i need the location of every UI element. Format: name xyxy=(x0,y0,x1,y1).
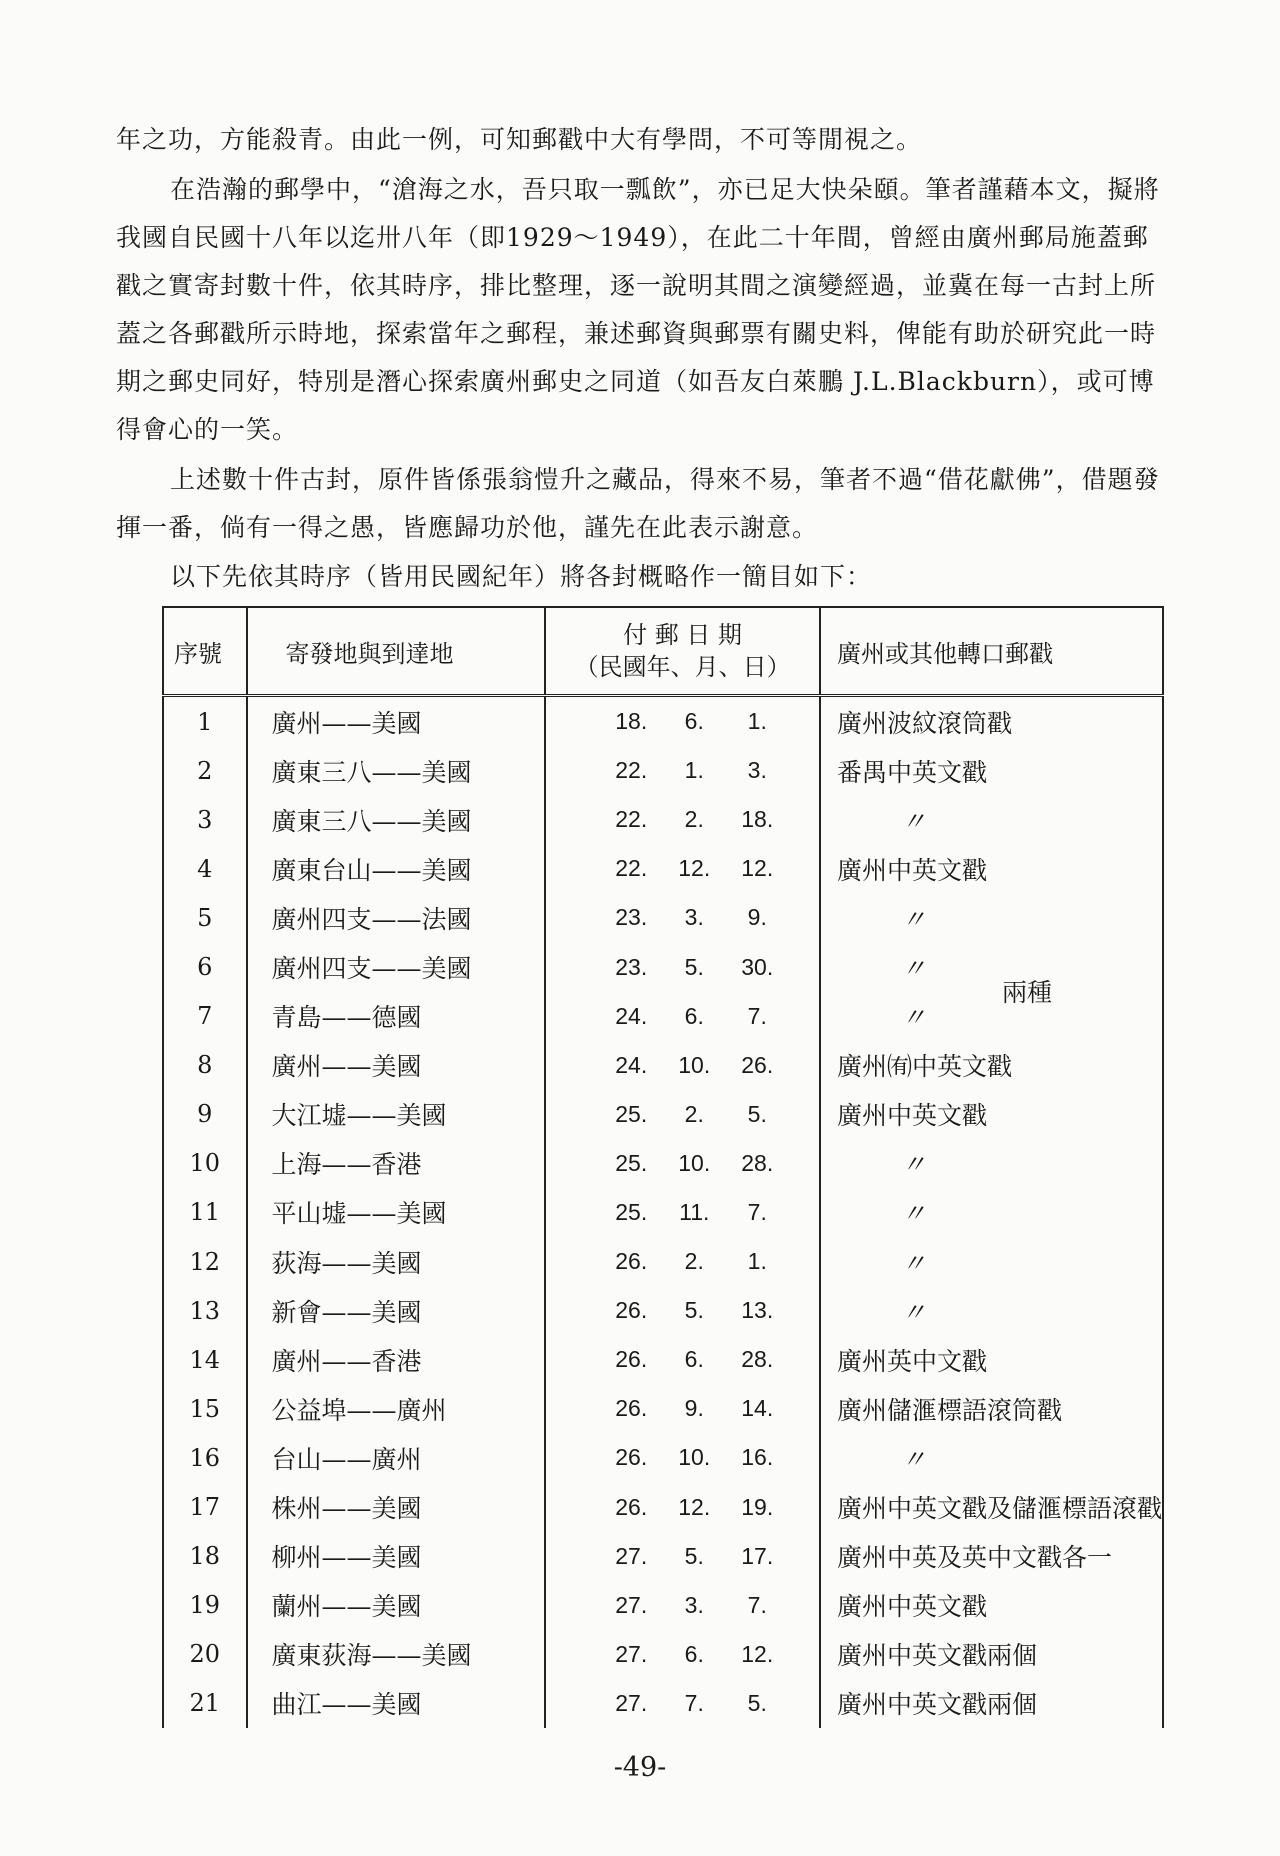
row-route: 廣東三八——美國 xyxy=(247,746,546,795)
row-date-day: 26. xyxy=(741,1051,774,1078)
row-no: 12 xyxy=(163,1237,247,1286)
row-date-day: 16. xyxy=(741,1444,774,1471)
row-date-year: 18. xyxy=(615,708,648,735)
row-date xyxy=(545,1335,820,1384)
row-no: 4 xyxy=(163,844,247,893)
table-row xyxy=(163,1483,1163,1532)
row-route: 廣州——香港 xyxy=(247,1335,546,1384)
row-date-day: 13. xyxy=(741,1297,774,1324)
header-date xyxy=(545,607,820,696)
row-date xyxy=(545,1139,820,1188)
row-date-month: 3. xyxy=(684,1591,704,1618)
table-row xyxy=(163,1188,1163,1237)
row-date-year: 26. xyxy=(615,1395,648,1422)
row-date xyxy=(545,1483,820,1532)
row-date-year: 22. xyxy=(615,757,648,784)
row-postmark: 〃 xyxy=(820,1139,1163,1188)
table-row xyxy=(163,1433,1163,1482)
table-row xyxy=(163,1139,1163,1188)
row-route: 廣州——美國 xyxy=(247,696,546,747)
row-date-year: 22. xyxy=(615,855,648,882)
row-date-month: 9. xyxy=(684,1395,704,1422)
row-postmark: 〃 xyxy=(820,1286,1163,1335)
row-no: 9 xyxy=(163,1090,247,1139)
row-date xyxy=(545,942,820,991)
row-date-year: 22. xyxy=(615,806,648,833)
row-date xyxy=(545,1581,820,1630)
row-date xyxy=(545,1384,820,1433)
row-date-month: 10. xyxy=(678,1051,711,1078)
row-date xyxy=(545,1286,820,1335)
row-date-day: 17. xyxy=(741,1542,774,1569)
row-date-year: 26. xyxy=(615,1248,648,1275)
row-postmark: 廣州中英文戳兩個 xyxy=(820,1630,1163,1679)
row-postmark: 番禺中英文戳 xyxy=(820,746,1163,795)
table-row xyxy=(163,1090,1163,1139)
row-date-month: 6. xyxy=(684,1640,704,1667)
row-date-day: 7. xyxy=(747,1591,767,1618)
row-date-month: 2. xyxy=(684,806,704,833)
row-route: 柳州——美國 xyxy=(247,1532,546,1581)
row-date-year: 25. xyxy=(615,1198,648,1225)
table-row xyxy=(163,1679,1163,1728)
row-no: 2 xyxy=(163,746,247,795)
row-date-month: 6. xyxy=(684,1346,704,1373)
row-date-day: 5. xyxy=(747,1689,767,1716)
row-no: 14 xyxy=(163,1335,247,1384)
row-postmark: 廣州中英文戳 xyxy=(820,844,1163,893)
row-no: 21 xyxy=(163,1679,247,1728)
row-date xyxy=(545,1188,820,1237)
row-date-year: 27. xyxy=(615,1689,648,1716)
row-route: 廣東三八——美國 xyxy=(247,795,546,844)
row-postmark: 廣州中英及英中文戳各一 xyxy=(820,1532,1163,1581)
row-postmark: 廣州中英文戳 xyxy=(820,1581,1163,1630)
row-route: 株州——美國 xyxy=(247,1483,546,1532)
page-number: -49- xyxy=(613,1752,667,1783)
row-postmark: 廣州中英文戳兩個 xyxy=(820,1679,1163,1728)
row-date xyxy=(545,844,820,893)
row-no: 1 xyxy=(163,696,247,747)
row-postmark: 〃 xyxy=(820,992,1163,1041)
row-route: 荻海——美國 xyxy=(247,1237,546,1286)
side-note: 兩種 xyxy=(1002,978,1053,1007)
row-route: 蘭州——美國 xyxy=(247,1581,546,1630)
row-no: 18 xyxy=(163,1532,247,1581)
table-row xyxy=(163,1581,1163,1630)
row-date-day: 14. xyxy=(741,1395,774,1422)
row-no: 10 xyxy=(163,1139,247,1188)
row-date-day: 12. xyxy=(741,855,774,882)
table-row xyxy=(163,746,1163,795)
row-date-day: 28. xyxy=(741,1149,774,1176)
row-date-month: 10. xyxy=(678,1149,711,1176)
table-header-row xyxy=(163,607,1163,696)
header-no: 序號 xyxy=(163,607,247,696)
paragraph-1: 年之功，方能殺青。由此一例，可知郵戳中大有學問，不可等閒視之。 xyxy=(116,125,923,154)
row-postmark: 廣州中英文戳及儲滙標語滾戳 xyxy=(820,1483,1163,1532)
row-date-month: 1. xyxy=(684,757,704,784)
row-date xyxy=(545,795,820,844)
row-date-month: 2. xyxy=(684,1100,704,1127)
row-date xyxy=(545,1041,820,1090)
row-date xyxy=(545,1679,820,1728)
row-route: 公益埠——廣州 xyxy=(247,1384,546,1433)
table-body xyxy=(163,696,1163,1728)
header-route: 寄發地與到達地 xyxy=(247,607,546,696)
paragraph-3: 上述數十件古封，原件皆係張翁愷升之藏品，得來不易，筆者不過“借花獻佛”，借題發揮一番，倘有一得之愚，皆應歸功於他，謹先在此表示謝意。 xyxy=(116,465,1160,542)
row-no: 15 xyxy=(163,1384,247,1433)
row-no: 20 xyxy=(163,1630,247,1679)
row-date xyxy=(545,992,820,1041)
row-date-month: 5. xyxy=(684,1297,704,1324)
row-no: 8 xyxy=(163,1041,247,1090)
row-postmark: 〃 xyxy=(820,1433,1163,1482)
row-date xyxy=(545,1090,820,1139)
row-date-year: 26. xyxy=(615,1493,648,1520)
row-route: 廣州四支——法國 xyxy=(247,893,546,942)
row-date-day: 28. xyxy=(741,1346,774,1373)
header-date-line1: 付 郵 日 期 xyxy=(623,621,743,649)
row-date xyxy=(545,1237,820,1286)
cover-index-table xyxy=(162,606,1164,1728)
row-date-month: 12. xyxy=(678,1493,711,1520)
row-route: 青島——德國 xyxy=(247,992,546,1041)
row-postmark: 〃 xyxy=(820,1237,1163,1286)
row-date-day: 19. xyxy=(741,1493,774,1520)
row-postmark: 〃 xyxy=(820,893,1163,942)
row-date-day: 30. xyxy=(741,953,774,980)
row-date-month: 5. xyxy=(684,1542,704,1569)
row-date-year: 24. xyxy=(615,1002,648,1029)
row-no: 7 xyxy=(163,992,247,1041)
row-date-year: 26. xyxy=(615,1444,648,1471)
table-row xyxy=(163,1237,1163,1286)
table-row xyxy=(163,893,1163,942)
row-date-year: 25. xyxy=(615,1100,648,1127)
table-row xyxy=(163,696,1163,747)
row-date-year: 26. xyxy=(615,1297,648,1324)
table-row xyxy=(163,1335,1163,1384)
row-date-day: 1. xyxy=(747,708,767,735)
row-route: 大江墟——美國 xyxy=(247,1090,546,1139)
row-route: 廣東台山——美國 xyxy=(247,844,546,893)
row-date xyxy=(545,696,820,747)
table-row xyxy=(163,844,1163,893)
row-date-year: 27. xyxy=(615,1640,648,1667)
row-date-year: 24. xyxy=(615,1051,648,1078)
row-date-year: 23. xyxy=(615,904,648,931)
row-date-month: 7. xyxy=(684,1689,704,1716)
row-date xyxy=(545,746,820,795)
paragraph-2: 在浩瀚的郵學中，“滄海之水，吾只取一瓢飲”，亦已足大快朵頤。筆者謹藉本文，擬將我國自民國十八年以迄卅八年（即1929～1949），在此二十年間，曾經由廣州郵局施蓋郵戳之實寄封數十件，依其時序，排比整理，逐一說明其間之演變經過，並冀在每一古封上所蓋之各郵戳所示時地，探索當年之郵程，兼述郵資與郵票有關史料，俾能有助於研究此一時期之郵史同好，特別是潛心探索廣州郵史之同道（如吾友白萊鵬 J.L.Blackburn），或可博得會心的一笑。 xyxy=(116,175,1160,444)
row-no: 3 xyxy=(163,795,247,844)
row-no: 11 xyxy=(163,1188,247,1237)
row-date-month: 10. xyxy=(678,1444,711,1471)
row-date-year: 26. xyxy=(615,1346,648,1373)
row-date-month: 2. xyxy=(684,1248,704,1275)
row-date-month: 3. xyxy=(684,904,704,931)
row-date-month: 6. xyxy=(684,1002,704,1029)
row-no: 6 xyxy=(163,942,247,991)
row-postmark: 廣州㈲中英文戳 xyxy=(820,1041,1163,1090)
row-no: 19 xyxy=(163,1581,247,1630)
row-postmark: 廣州儲滙標語滾筒戳 xyxy=(820,1384,1163,1433)
table-row xyxy=(163,1630,1163,1679)
table-row xyxy=(163,795,1163,844)
row-date xyxy=(545,1630,820,1679)
row-date xyxy=(545,1433,820,1482)
row-date-year: 27. xyxy=(615,1542,648,1569)
table-row xyxy=(163,1286,1163,1335)
table-row xyxy=(163,1384,1163,1433)
row-date-day: 7. xyxy=(747,1002,767,1029)
row-date-month: 6. xyxy=(684,708,704,735)
row-date-day: 12. xyxy=(741,1640,774,1667)
row-date-month: 12. xyxy=(678,855,711,882)
header-postmark: 廣州或其他轉口郵戳 xyxy=(820,607,1163,696)
row-route: 上海——香港 xyxy=(247,1139,546,1188)
row-no: 13 xyxy=(163,1286,247,1335)
row-date-month: 11. xyxy=(679,1198,710,1225)
row-date xyxy=(545,893,820,942)
row-date-year: 27. xyxy=(615,1591,648,1618)
table-intro: 以下先依其時序（皆用民國紀年）將各封概略作一簡目如下： xyxy=(170,562,873,591)
row-route: 曲江——美國 xyxy=(247,1679,546,1728)
row-route: 新會——美國 xyxy=(247,1286,546,1335)
row-date-day: 7. xyxy=(747,1198,767,1225)
row-postmark: 〃 xyxy=(820,942,1163,991)
row-postmark: 廣州波紋滾筒戳 xyxy=(820,696,1163,747)
row-date-day: 18. xyxy=(741,806,774,833)
row-route: 廣東荻海——美國 xyxy=(247,1630,546,1679)
row-route: 廣州四支——美國 xyxy=(247,942,546,991)
table-row xyxy=(163,1532,1163,1581)
row-postmark: 廣州中英文戳 xyxy=(820,1090,1163,1139)
row-route: 平山墟——美國 xyxy=(247,1188,546,1237)
row-route: 廣州——美國 xyxy=(247,1041,546,1090)
row-date xyxy=(545,1532,820,1581)
row-postmark: 廣州英中文戳 xyxy=(820,1335,1163,1384)
row-postmark: 〃 xyxy=(820,1188,1163,1237)
row-date-day: 3. xyxy=(747,757,767,784)
row-date-year: 23. xyxy=(615,953,648,980)
row-no: 5 xyxy=(163,893,247,942)
row-date-year: 25. xyxy=(615,1149,648,1176)
row-no: 16 xyxy=(163,1433,247,1482)
row-date-month: 5. xyxy=(684,953,704,980)
row-postmark: 〃 xyxy=(820,795,1163,844)
row-date-day: 9. xyxy=(747,904,767,931)
row-date-day: 5. xyxy=(747,1100,767,1127)
header-date-line2: （民國年、月、日） xyxy=(574,653,791,681)
row-no: 17 xyxy=(163,1483,247,1532)
table-row xyxy=(163,1041,1163,1090)
row-date-day: 1. xyxy=(747,1248,767,1275)
row-route: 台山——廣州 xyxy=(247,1433,546,1482)
